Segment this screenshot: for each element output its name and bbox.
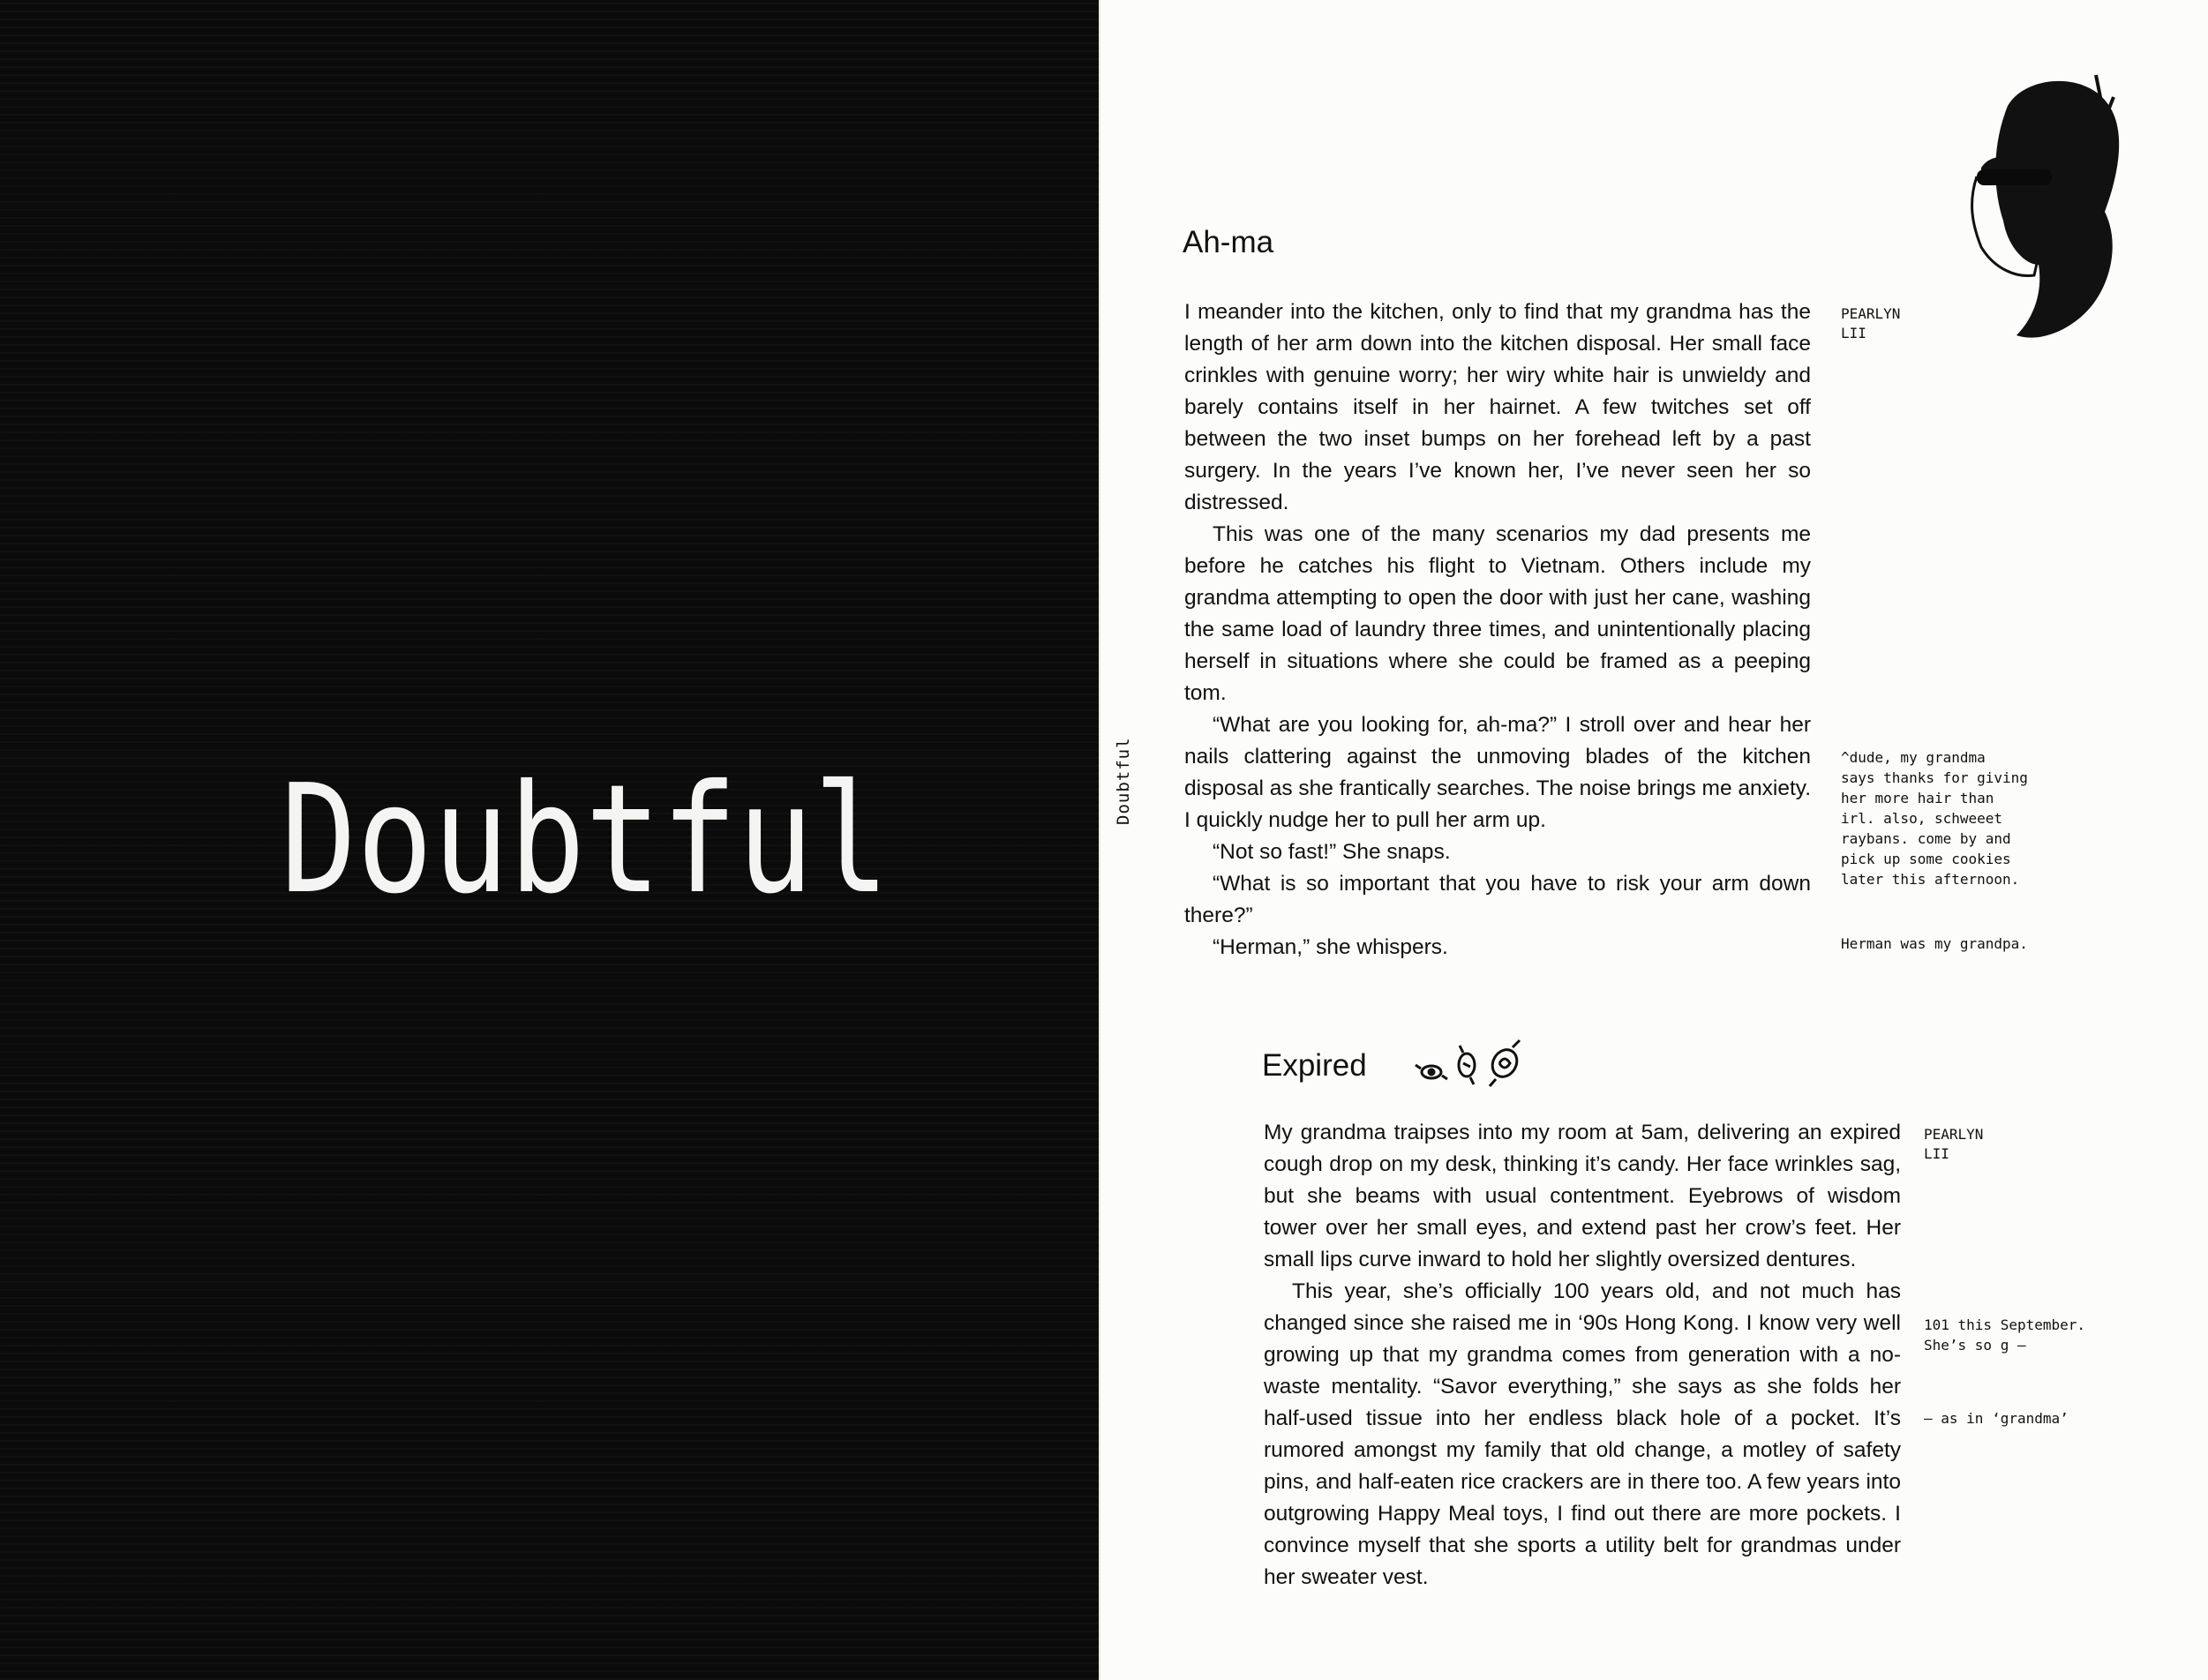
spine-label: Doubtful: [1114, 737, 1133, 825]
margin-note: Herman was my grandpa.: [1841, 935, 2028, 952]
paragraph: I meander into the kitchen, only to find that my grandma has the length of her arm down into the kitchen disposal. Her small face crinkles with genuine worry; her wiry white hair is unwieldy and barely contains itself in her hairnet. A few twitches set off between the two inset bumps on her forehead left by a past surgery. In the years I’ve known her, I’ve never seen her so distressed.: [1184, 300, 1811, 514]
article-author: PEARLYN LII: [1924, 1126, 1984, 1162]
paragraph: “What is so important that you have to risk your arm down there?”: [1184, 872, 1811, 927]
paragraph: This was one of the many scenarios my dad presents me before he catches his flight to Vietnam. Others include my grandma attempting to open the door with just her cane, washing the same load of laundry three times, and unintentionally placing herself in situations where she could be framed as a peeping tom.: [1184, 522, 1811, 705]
article-author: PEARLYN LII: [1841, 305, 1901, 341]
candy-icon: [1412, 1037, 1536, 1090]
cover-page: [0, 0, 1099, 1680]
paragraph: “What are you looking for, ah-ma?” I stroll over and hear her nails clattering against the unmoving blades of the kitchen disposal as she frantically searches. The noise brings me anxiety. I quickly nudge her to pull her arm up.: [1184, 713, 1811, 832]
article-title-expired: Expired: [1262, 1048, 1367, 1083]
article-body-ah-ma: [1184, 296, 1811, 964]
paragraph: “Not so fast!” She snaps.: [1213, 840, 1451, 864]
paragraph: My grandma traipses into my room at 5am, delivering an expired cough drop on my desk, thinking it’s candy. Her face wrinkles sag, but she beams with usual contentment. Eyebrows of wisdom tower over her small eyes, and extend past her crow’s feet. Her small lips curve inward to hold her slightly oversized dentures.: [1264, 1121, 1901, 1271]
paragraph: This year, she’s officially 100 years old, and not much has changed since she raised me in ‘90s Hong Kong. I know very well growing up that my grandma comes from generation with a no-waste mentality. “Savor everything,” she says as she folds her half-used tissue into her endless black hole of a pocket. It’s rumored amongst my family that old change, a motley of safety pins, and half-eaten rice crackers are in there too. A few years into outgrowing Happy Meal toys, I find out there are more pockets. I convince myself that she sports a utility belt for grandmas under her sweater vest.: [1264, 1279, 1901, 1589]
grandma-portrait-illustration: [1955, 71, 2149, 362]
article-body-expired: [1264, 1117, 1901, 1594]
article-title-ah-ma: Ah-ma: [1183, 225, 1274, 259]
cover-title-text: Doubtful: [281, 753, 890, 927]
cover-title-handwritten: [281, 719, 898, 931]
paragraph: “Herman,” she whispers.: [1213, 935, 1448, 959]
margin-note: ^dude, my grandma says thanks for giving her more hair than irl. also, schweeet raybans. come by and pick up some cookies later this afternoon.: [1841, 749, 2028, 888]
margin-note: – as in ‘grandma’: [1924, 1410, 2069, 1427]
margin-note: 101 this September. She’s so g –: [1924, 1316, 2086, 1354]
